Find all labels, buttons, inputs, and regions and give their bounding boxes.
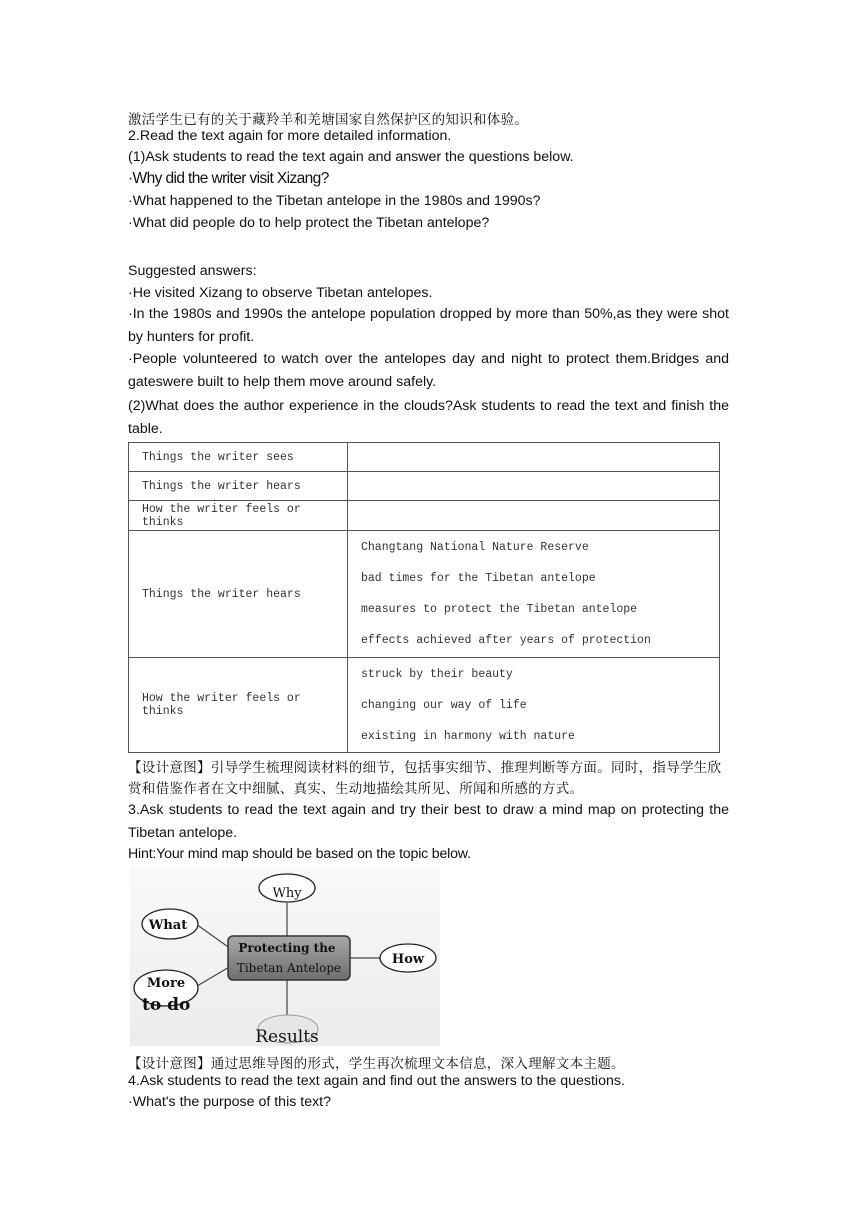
step4-question-1: ·What's the purpose of this text? — [128, 1094, 332, 1110]
step2-1: (1)Ask students to read the text again and answer the questions below. — [128, 149, 574, 165]
row-value — [348, 443, 720, 472]
hint: Hint:Your mind map should be based on the topic below. — [128, 846, 471, 862]
row-label: Things the writer hears — [129, 531, 348, 658]
row-value — [348, 501, 720, 531]
step4: 4.Ask students to read the text again and find out the answers to the questions. — [128, 1073, 625, 1089]
answer-2: ·In the 1980s and 1990s the antelope population dropped by more than 50%,as they were shot by hunters for profit. — [128, 306, 729, 345]
table-row — [129, 472, 720, 501]
table-row — [129, 443, 720, 472]
table-item: bad times for the Tibetan antelope — [361, 572, 596, 585]
center-label-2: Tibetan Antelope — [236, 961, 342, 975]
table-row — [129, 501, 720, 531]
table-item: effects achieved after years of protection — [361, 634, 651, 647]
row-value — [348, 658, 720, 753]
step2-2: (2)What does the author experience in the clouds?Ask students to read the text and finish the table. — [128, 398, 729, 437]
row-label: Things the writer hears — [129, 472, 348, 501]
step3: 3.Ask students to read the text again and try their best to draw a mind map on protecting the Tibetan antelope. — [128, 802, 729, 841]
why-label: Why — [272, 886, 302, 901]
step2-title: 2.Read the text again for more detailed information. — [128, 128, 452, 144]
row-label: How the writer feels or thinks — [129, 658, 348, 753]
to-do-label: to do — [142, 995, 191, 1015]
table-item: struck by their beauty — [361, 667, 513, 681]
what-label: What — [148, 918, 188, 933]
row-value — [348, 531, 720, 658]
question-2: ·What happened to the Tibetan antelope in the 1980s and 1990s? — [128, 193, 541, 209]
question-1: ·Why did the writer visit Xizang? — [128, 170, 329, 187]
more-label: More — [146, 976, 186, 991]
table-row — [129, 658, 720, 753]
answer-3: ·People volunteered to watch over the antelopes day and night to protect them.Bridges and gateswere built to help them move around safely. — [128, 351, 729, 390]
mind-map — [130, 866, 440, 1046]
table-row — [129, 531, 720, 658]
design-intent-1: 【设计意图】引导学生梳理阅读材料的细节，包括事实细节、推理判断等方面。同时，指导学生欣赏和借鉴作者在文中细腻、真实、生动地描绘其所见、所闻和所感的方式。 — [128, 760, 722, 797]
how-label: How — [391, 952, 425, 967]
design-intent-2: 【设计意图】通过思维导图的形式，学生再次梳理文本信息，深入理解文本主题。 — [128, 1056, 625, 1072]
intro-line: 激活学生已有的关于藏羚羊和羌塘国家自然保护区的知识和体验。 — [128, 112, 529, 128]
table-item: existing in harmony with nature — [361, 729, 575, 743]
results-label: Results — [255, 1027, 319, 1046]
experience-table — [128, 442, 720, 753]
row-label: How the writer feels or thinks — [129, 501, 348, 531]
table-item: Changtang National Nature Reserve — [361, 541, 589, 554]
table-item: measures to protect the Tibetan antelope — [361, 603, 638, 616]
question-3: ·What did people do to help protect the Tibetan antelope? — [128, 215, 490, 231]
row-value — [348, 472, 720, 501]
suggested-answers-label: Suggested answers: — [128, 263, 257, 279]
answer-1: ·He visited Xizang to observe Tibetan antelopes. — [128, 285, 433, 301]
center-label-1: Protecting the — [238, 941, 336, 955]
table-item: changing our way of life — [361, 698, 527, 712]
row-label: Things the writer sees — [129, 443, 348, 472]
